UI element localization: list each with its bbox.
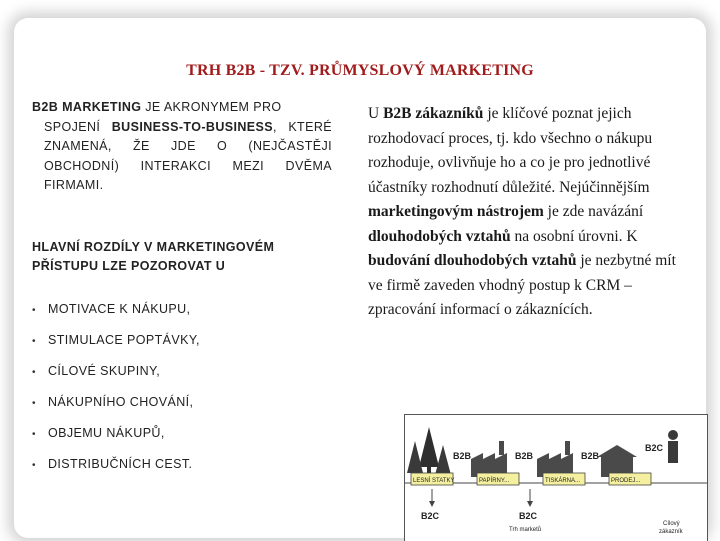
tree-icon — [435, 445, 451, 475]
intro-continuation — [32, 118, 332, 196]
diagram-caption: zákazník — [659, 529, 683, 535]
list-item — [32, 364, 332, 395]
bullet-icon: • — [32, 366, 36, 378]
bullet-icon: • — [32, 304, 36, 316]
right-text-1: U — [368, 105, 384, 122]
tree-icon — [419, 427, 439, 475]
intro-bold-btb: BUSINESS-TO-BUSINESS — [111, 119, 273, 134]
diagram-caption: Trh marketů — [509, 527, 542, 533]
list-item-text: MOTIVACE K NÁKUPU, — [48, 301, 191, 316]
differences-list — [32, 302, 332, 488]
list-item-text: CÍLOVÉ SKUPINY, — [48, 363, 161, 378]
right-text-2: je klíčové poznat jejich rozhodovací proces, tj. kdo všechno o nákupu rozhoduje, ovlivňuje ho a co je pro jednotlivé účastníky rozhodnutí důležité. Nejúčinnějším — [368, 105, 653, 196]
intro-text-2: SPOJENÍ — [44, 119, 112, 134]
bullet-icon: • — [32, 335, 36, 347]
b2b-label: B2B — [581, 451, 600, 461]
person-icon — [668, 430, 678, 463]
diagram-caption: Cílový — [663, 521, 680, 527]
right-text-4: na osobní úrovni. K — [510, 227, 638, 245]
right-bold-3: dlouhodobých vztahů — [368, 227, 511, 245]
list-item — [32, 333, 332, 364]
slide-title: TRH B2B - TZV. PRŮMYSLOVÝ MARKETING — [186, 62, 534, 79]
chain-box-label: PRODEJ... — [611, 478, 641, 484]
bullet-icon: • — [32, 428, 36, 440]
bullet-icon: • — [32, 397, 36, 409]
chain-box-label: LESNÍ STATKY — [413, 478, 455, 484]
differences-heading: HLAVNÍ ROZDÍLY V MARKETINGOVÉM PŘÍSTUPU LZE POZOROVAT U — [32, 239, 275, 273]
list-item — [32, 302, 332, 333]
list-item-text: NÁKUPNÍHO CHOVÁNÍ, — [48, 394, 194, 409]
list-item-text: DISTRIBUČNÍCH CEST. — [48, 456, 193, 471]
right-text-3: je zde navázání — [543, 203, 644, 220]
chain-box-label: PAPÍRNY... — [479, 478, 510, 484]
intro-paragraph — [32, 98, 332, 196]
list-item-text: OBJEMU NÁKUPŮ, — [48, 425, 165, 440]
chain-box-label: TISKÁRNA... — [545, 478, 581, 484]
left-column — [32, 98, 332, 488]
b2c-label: B2C — [519, 511, 538, 521]
list-item-text: STIMULACE POPTÁVKY, — [48, 332, 200, 347]
right-bold-1: B2B zákazníků — [383, 105, 484, 122]
shop-icon — [597, 445, 637, 477]
bullet-icon: • — [32, 459, 36, 471]
intro-text-3: , KTERÉ ZNAMENÁ, ŽE JDE O (NEJČASTĚJI OBCHODNÍ) INTERAKCI MEZI DVĚMA FIRMAMI. — [44, 119, 332, 192]
right-paragraph — [368, 102, 686, 323]
b2b-label: B2B — [453, 451, 472, 461]
list-item — [32, 457, 332, 488]
supply-chain-diagram — [404, 414, 708, 541]
supply-chain-svg — [405, 415, 707, 541]
b2b-label: B2B — [515, 451, 534, 461]
intro-bold-b2b: B2B MARKETING — [32, 100, 142, 114]
intro-text-1: JE AKRONYMEM PRO — [141, 100, 282, 114]
b2c-label: B2C — [421, 511, 440, 521]
right-bold-4: budování dlouhodobých vztahů — [368, 252, 577, 269]
list-item — [32, 395, 332, 426]
right-text-5: je nezbytné mít ve firmě zaveden vhodný postup k CRM – zpracování informací o zákaznících. — [368, 252, 676, 318]
factory-icon — [471, 441, 507, 477]
right-bold-2: marketingovým nástrojem — [368, 203, 544, 220]
list-item — [32, 426, 332, 457]
factory-icon — [537, 441, 573, 477]
b2c-label: B2C — [645, 443, 664, 453]
